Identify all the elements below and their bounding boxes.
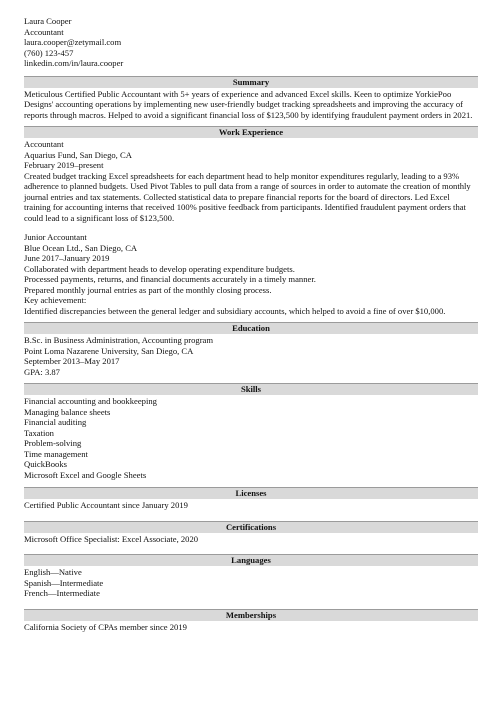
education-degree: B.Sc. in Business Administration, Accounting program [24,335,214,345]
job-1 [24,139,478,223]
job-title: Junior Accountant [24,232,87,242]
education-school: Point Loma Nazarene University, San Diego, CA [24,345,194,356]
contact-linkedin[interactable]: linkedin.com/in/laura.cooper [24,58,124,68]
skills-list [24,396,478,480]
job-achievement: Identified discrepancies between the general ledger and subsidiary accounts, which helped to avoid a fine of over $10,000. [24,305,446,316]
education-gpa: GPA: 3.87 [24,366,60,377]
license-item: Certified Public Accountant since January 2019 [24,500,188,510]
education-block [24,335,478,377]
contact-block [24,16,478,69]
contact-name: Laura Cooper [24,16,72,26]
job-company: Blue Ocean Ltd., San Diego, CA [24,242,138,253]
skill-item: Time management [24,448,88,459]
languages-list [24,567,478,599]
job-duty: Collaborated with department heads to develop operating expenditure budgets. [24,263,295,274]
job-duty: Prepared monthly journal entries as part of the monthly closing process. [24,284,272,295]
skill-item: Taxation [24,427,54,438]
job-2 [24,232,478,316]
language-item: French—Intermediate [24,588,100,598]
contact-title: Accountant [24,26,64,37]
contact-phone: (760) 123-457 [24,47,74,58]
membership-item: California Society of CPAs member since 2019 [24,621,187,632]
language-item: Spanish—Intermediate [24,577,104,588]
certifications-heading: Certifications [24,521,478,533]
language-item: English—Native [24,567,82,577]
job-duty: Processed payments, returns, and financial documents accurately in a timely manner. [24,274,316,284]
skill-item: Managing balance sheets [24,406,111,417]
skill-item: Microsoft Excel and Google Sheets [24,469,147,480]
contact-email[interactable]: laura.cooper@zetymail.com [24,37,122,47]
job-title: Accountant [24,139,64,149]
languages-heading: Languages [24,554,478,566]
job-company: Aquarius Fund, San Diego, CA [24,149,132,160]
skill-item: Financial accounting and bookkeeping [24,396,157,406]
education-heading: Education [24,322,478,334]
job-description: Created budget tracking Excel spreadsheets for each department head to help monitor expenditures regularly, leading to a 93% adherence to planned budgets. Used Pivot Tables to pull data from a range of sources in order to automate the creation of monthly journal entries and tax statements. Collected statistical data to prepare financial reports for the board of directors. Led Excel training for accounting interns that received 100% positive feedback from participants. Identified fraudulent payment orders that could lead to a significant loss of $123,500. [24,170,471,223]
summary-text: Meticulous Certified Public Accountant with 5+ years of experience and advanced Excel skills. Keen to optimize YorkiePoo Designs' accounting operations by implementing new user-friendly budget tracking spreadsheets and improving the accuracy of reports through macros. Helped to avoid a significant financial loss of $123,500 by identifying fraudulent payment orders in 2021. [24,88,473,120]
experience-heading: Work Experience [24,126,478,138]
skill-item: Problem-solving [24,438,82,448]
summary-heading: Summary [24,76,478,88]
skills-heading: Skills [24,383,478,395]
job-dates: February 2019–present [24,160,104,170]
skill-item: Financial auditing [24,417,87,427]
job-key-achievement-label: Key achievement: [24,295,87,305]
licenses-heading: Licenses [24,487,478,499]
memberships-heading: Memberships [24,609,478,621]
education-dates: September 2013–May 2017 [24,356,120,366]
skill-item: QuickBooks [24,459,67,469]
certification-item: Microsoft Office Specialist: Excel Associate, 2020 [24,533,199,544]
job-dates: June 2017–January 2019 [24,253,110,263]
